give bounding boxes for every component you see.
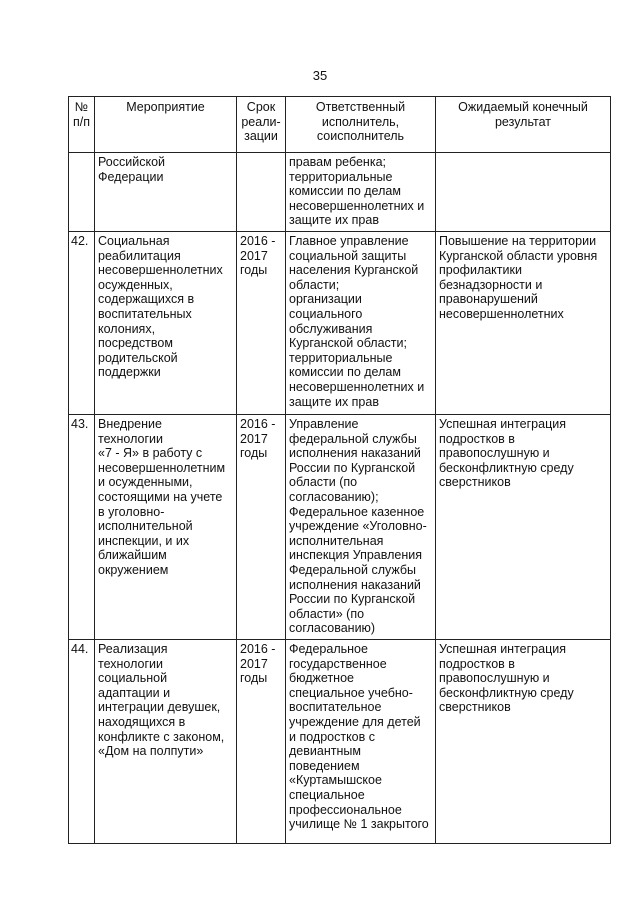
cell-responsible: Главное управление социальной защиты населения Курганской области; организации социального обслуживания Курганской области; территориальные комиссии по делам несовершеннолетних и защите их прав — [286, 231, 436, 414]
page-number: 35 — [312, 68, 328, 83]
table-row-43 — [69, 414, 611, 639]
activities-table — [68, 96, 611, 844]
cell-result — [436, 153, 611, 232]
cell-term: 2016 - 2017 годы — [237, 639, 286, 843]
table-row-44 — [69, 639, 611, 843]
cell-number: 44. — [69, 639, 95, 843]
table-header-row — [69, 97, 611, 153]
header-responsible: Ответственный исполнитель, соисполнитель — [286, 97, 436, 153]
cell-number: 43. — [69, 414, 95, 639]
cell-activity: Социальная реабилитация несовершеннолетних осужденных, содержащихся в воспитательных колониях, посредством родительской поддержки — [95, 231, 237, 414]
cell-number — [69, 153, 95, 232]
cell-activity: Внедрение технологии «7 - Я» в работу с несовершеннолетним и осужденными, состоящими на учете в уголовно- исполнительной инспекции, и их ближайшим окружением — [95, 414, 237, 639]
cell-result: Повышение на территории Курганской области уровня профилактики безнадзорности и правонарушений несовершеннолетних — [436, 231, 611, 414]
cell-activity: Российской Федерации — [95, 153, 237, 232]
cell-responsible: Управление федеральной службы исполнения наказаний России по Курганской области (по согласованию); Федеральное казенное учреждение «Уголовно- исполнительная инспекция Управления Федеральной службы исполнения наказаний России по Курганской области» (по согласованию) — [286, 414, 436, 639]
cell-term: 2016 - 2017 годы — [237, 414, 286, 639]
cell-term: 2016 - 2017 годы — [237, 231, 286, 414]
header-number: № п/п — [69, 97, 95, 153]
cell-activity: Реализация технологии социальной адаптации и интеграции девушек, находящихся в конфликте с законом, «Дом на полпути» — [95, 639, 237, 843]
header-result: Ожидаемый конечный результат — [436, 97, 611, 153]
cell-term — [237, 153, 286, 232]
cell-result: Успешная интеграция подростков в правопослушную и бесконфликтную среду сверстников — [436, 414, 611, 639]
header-activity: Мероприятие — [95, 97, 237, 153]
cell-responsible: правам ребенка; территориальные комиссии по делам несовершеннолетних и защите их прав — [286, 153, 436, 232]
cell-number: 42. — [69, 231, 95, 414]
cell-responsible: Федеральное государственное бюджетное специальное учебно- воспитательное учреждение для детей и подростков с девиантным поведением «Куртамышское специальное профессиональное училище № 1 закрытого — [286, 639, 436, 843]
table-row-continued — [69, 153, 611, 232]
cell-result: Успешная интеграция подростков в правопослушную и бесконфликтную среду сверстников — [436, 639, 611, 843]
header-term: Срок реали- зации — [237, 97, 286, 153]
table-row-42 — [69, 231, 611, 414]
